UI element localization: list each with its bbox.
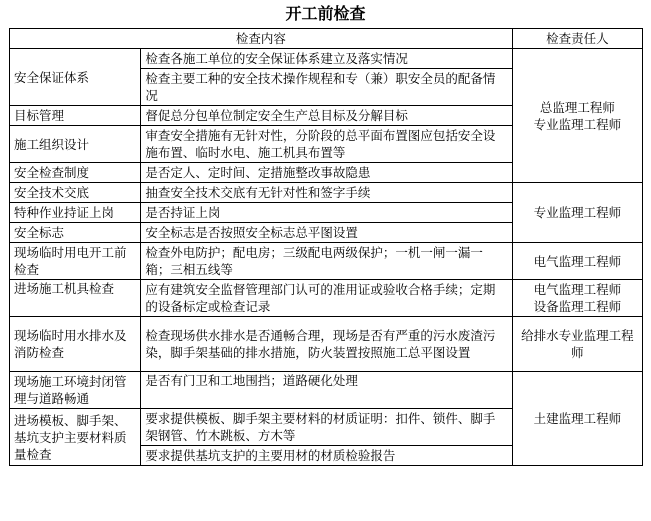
row-item: 是否定人、定时间、定措施整改事故隐患 [141,163,512,183]
row-item: 抽查安全技术交底有无针对性和签字手续 [141,183,512,203]
row-category: 安全标志 [10,223,141,243]
responsible-cell [512,49,642,183]
row-item: 检查主要工种的安全技术操作规程和专（兼）职安全员的配备情况 [141,69,512,106]
page-title: 开工前检查 [285,4,366,23]
responsible-name: 设备监理工程师 [533,299,622,314]
table-row [10,183,643,203]
responsible-name: 专业监理工程师 [533,116,622,132]
row-category: 安全技术交底 [10,183,141,203]
table-row [10,280,643,317]
responsible-cell: 电气监理工程师 [512,243,642,280]
row-item: 检查现场供水排水是否通畅合理，现场是否有严重的污水废渣污染，脚手架基础的排水措施，防火装置按照施工总平图设置 [141,317,512,372]
header-responsible: 检查责任人 [512,29,642,49]
table-row [10,372,643,409]
table-header-row [10,29,643,49]
row-category: 进场模板、脚手架、基坑支护主要材料质量检查 [10,409,141,466]
row-category: 现场临时用水排水及消防检查 [10,317,141,372]
responsible-cell: 给排水专业监理工程师 [512,317,642,372]
inspection-table [9,28,643,466]
row-item: 要求提供基坑支护的主要用材的材质检验报告 [141,446,512,466]
row-item: 安全标志是否按照安全标志总平图设置 [141,223,512,243]
row-category: 施工组织设计 [10,126,141,163]
responsible-name: 电气监理工程师 [533,282,622,297]
row-item: 检查外电防护；配电房；三级配电两级保护；一机一闸一漏一箱；三相五线等 [141,243,512,280]
responsible-cell: 土建监理工程师 [512,372,642,466]
table-row [10,317,643,372]
row-item: 是否有门卫和工地围挡；道路硬化处理 [141,372,512,409]
row-item: 应有建筑安全监督管理部门认可的准用证或验收合格手续；定期的设备标定或检查记录 [141,280,512,317]
header-content: 检查内容 [10,29,513,49]
row-category: 安全检查制度 [10,163,141,183]
responsible-name: 总监理工程师 [539,99,615,115]
row-category: 现场施工环境封闭管理与道路畅通 [10,372,141,409]
responsible-cell: 专业监理工程师 [512,183,642,243]
row-item: 督促总分包单位制定安全生产总目标及分解目标 [141,106,512,126]
responsible-cell [512,280,642,317]
row-category: 安全保证体系 [10,49,141,106]
row-item: 要求提供模板、脚手架主要材料的材质证明：扣件、锁件、脚手架钢管、竹木跳板、方木等 [141,409,512,446]
table-row [10,243,643,280]
row-category: 进场施工机具检查 [10,280,141,317]
row-item: 是否持证上岗 [141,203,512,223]
table-row [10,49,643,69]
row-item: 检查各施工单位的安全保证体系建立及落实情况 [141,49,512,69]
row-category: 特种作业持证上岗 [10,203,141,223]
row-category: 现场临时用电开工前检查 [10,243,141,280]
row-category: 目标管理 [10,106,141,126]
row-item: 审查安全措施有无针对性，分阶段的总平面布置图应包括安全设施布置、临时水电、施工机具布置等 [141,126,512,163]
